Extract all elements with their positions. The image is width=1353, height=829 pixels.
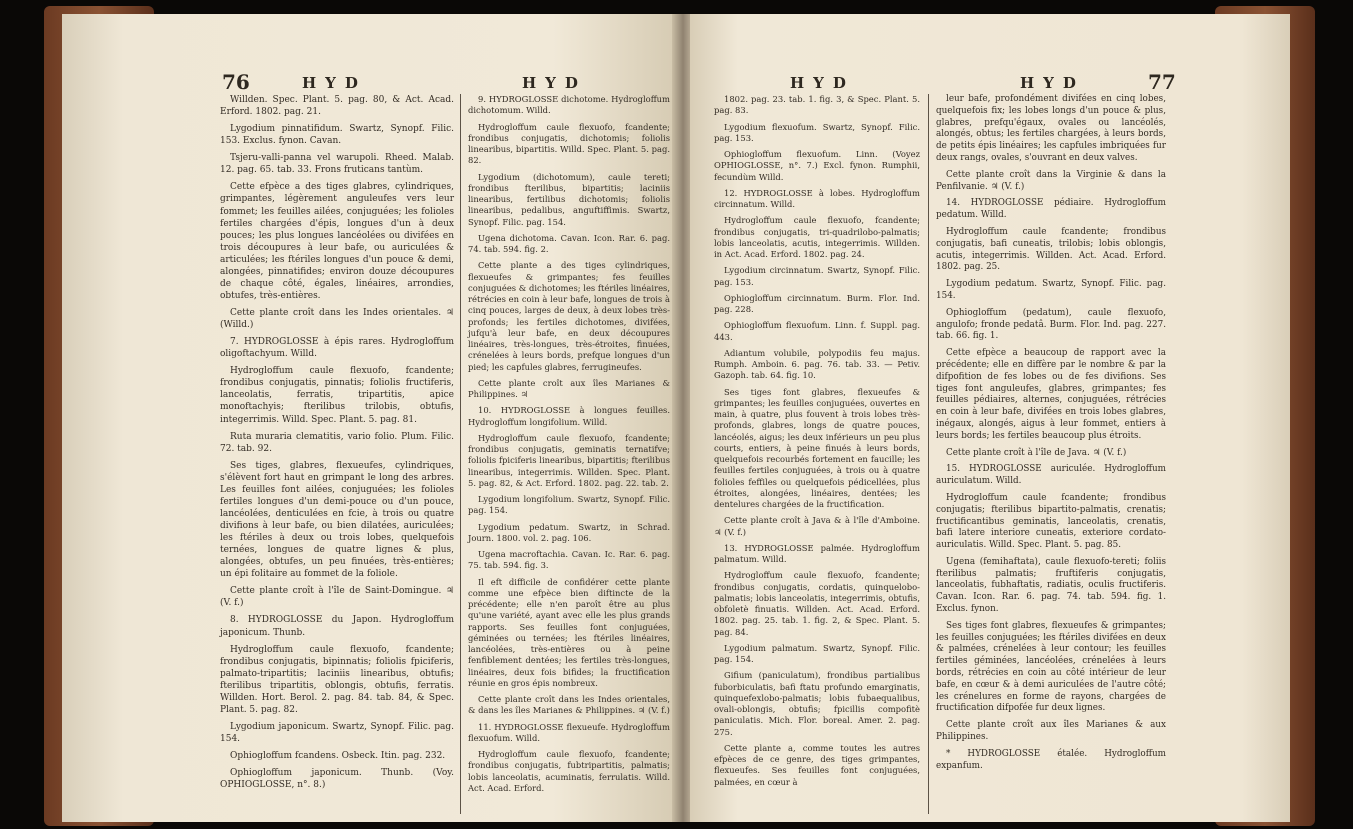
paragraph: Cette plante a, comme toutes les autres efpèces de ce genre, des tiges grimpantes, flexueufes. Ses feuilles font conjuguées, palmées, en cœur à xyxy=(714,742,920,787)
running-header-left: HYD xyxy=(790,74,855,92)
paragraph: Cette efpèce a beaucoup de rapport avec la précédente; elle en diffère par le nombre & par la difpofition de fes lobes ou de fes divifions. Ses tiges font anguleufes, glabres, grimpantes; fes feuilles pédiaires, alternes, conjuguées, rétrécies en coin à leur bafe, divifées en trois lobes glabres, inégaux, alongés, aigus à leur fommet, entiers à leurs bords; les fertiles beaucoup plus étroits. xyxy=(936,348,1166,441)
running-header-left: HYD xyxy=(302,74,367,92)
paragraph: 14. HYDROGLOSSE pédiaire. Hydrogloffum pedatum. Willd. xyxy=(936,198,1166,221)
paragraph: Hydrogloffum caule fcandente; frondibus conjugatis, bafi cuneatis, trilobis; lobis oblongis, acutis, integerrimis. Willden. Act. Acad. Erford. 1802. pag. 25. xyxy=(936,226,1166,273)
paragraph: Cette plante croît à Java & à l'île d'Amboine. ♃ (V. f.) xyxy=(714,515,920,537)
paragraph: 7. HYDROGLOSSE à épis rares. Hydrogloffum oligoftachyum. Willd. xyxy=(220,337,454,360)
paragraph: Lygodium palmatum. Swartz, Synopf. Filic. pag. 154. xyxy=(714,642,920,664)
paragraph: Hydrogloffum caule flexuofo, fcandente; frondibus conjugatis, geminatis ternatifve; foliolis fpiciferis linearibus, bipartitis; fterilibus linearibus, integerrimis. Willden. Spec. Plant. 5. pag. 82, & Act. Erford. 1802. pag. 22. tab. 2. xyxy=(468,432,670,488)
text-column xyxy=(936,94,1166,777)
column-divider xyxy=(460,94,461,814)
right-page xyxy=(690,14,1290,822)
paragraph: Lygodium japonicum. Swartz, Synopf. Filic. pag. 154. xyxy=(220,721,454,744)
paragraph: Hydrogloffum caule flexuofo, fcandente; frondibus conjugatis, cordatis, quinquelobo-palmatis; lobis lanceolatis, integerrimis, obtufis, obfoletè finuatis. Willden. Act. Acad. Erford. 1802. pag. 25. tab. 1. fig. 2, & Spec. Plant. 5. pag. 84. xyxy=(714,570,920,637)
column-divider xyxy=(928,94,929,814)
paragraph: Ophiogloffum (pedatum), caule flexuofo, angulofo; fronde pedatâ. Burm. Flor. Ind. pag. 227. tab. 66. fig. 1. xyxy=(936,307,1166,342)
paragraph: Ses tiges font glabres, flexueufes & grimpantes; les feuilles conjuguées, ouvertes en main, à quatre, plus fouvent à trois lobes très-profonds, glabres, longs de quatre pouces, lancéolés, aigus; les deux inférieurs un peu plus courts, entiers, à peine finués à leurs bords, quelquefois recourbés fortement en faucille; les feuilles fertiles conjuguées, à trois ou à quatre folioles feffiles ou quelquefois pédicellées, plus étroites, alongées, linéaires, dentées; les dentelures chargées de la fructification. xyxy=(714,386,920,509)
paragraph: Cette plante croît aux îles Marianes & Philippines. ♃ xyxy=(468,377,670,399)
paragraph: Ugena dichotoma. Cavan. Icon. Rar. 6. pag. 74. tab. 594. fig. 2. xyxy=(468,232,670,254)
paragraph: Lygodium pedatum. Swartz, Synopf. Filic. pag. 154. xyxy=(936,279,1166,301)
paragraph: Il eft difficile de confidérer cette plante comme une efpèce bien diftincte de la précédente; elle n'en paroît être au plus qu'une variété, ayant avec elle les plus grands rapports. Ses feuilles font conjuguées, géminées ou ternées; les ftériles linéaires, lancéolées, très-entières ou à peine fenfiblement dentées; les fertiles très-longues, linéaires, deux fois bifides; la fructification réunie en gros épis nombreux. xyxy=(468,576,670,688)
paragraph: Ses tiges, glabres, flexueufes, cylindriques, s'élèvent fort haut en grimpant le long des arbres. Les feuilles font ailées, conjuguées; les folioles fertiles longues d'un demi-pouce ou d'un pouce, lancéolées, denticulées en fcie, à trois ou quatre divifions à leur bafe, ou bien dilatées, auriculées; les ftériles à deux ou trois lobes, quelquefois ternées, longues de quatre lignes & plus, alongées, obtufes, un peu finuées, très-entières; un épi folitaire au fommet de la foliole. xyxy=(220,460,454,580)
paragraph: Ugena (femihaftata), caule flexuofo-tereti; foliis fterilibus palmatis; fruftiferis conjugatis, lanceolatis, fubhaftatis, radiatis, oculis fructiferis. Cavan. Icon. Rar. 6. pag. 74. tab. 594. fig. 1. Exclus. fynon. xyxy=(936,556,1166,615)
paragraph: Lygodium pedatum. Swartz, in Schrad. Journ. 1800. vol. 2. pag. 106. xyxy=(468,521,670,543)
paragraph: 11. HYDROGLOSSE flexueufe. Hydrogloffum flexuofum. Willd. xyxy=(468,721,670,743)
paragraph: Willden. Spec. Plant. 5. pag. 80, & Act. Acad. Erford. 1802. pag. 21. xyxy=(220,95,454,118)
paragraph: Cette plante croît à l'île de Java. ♃ (V. f.) xyxy=(946,447,1127,458)
paragraph: Ophiogloffum fcandens. Osbeck. Itin. pag. 232. xyxy=(230,751,446,762)
paragraph: leur bafe, profondément divifées en cinq lobes, quelquefois fix; les lobes longs d'un pouce & plus, glabres, prefqu'égaux, ovales ou lancéolés, alongés, obtus; les fertiles chargées, à leurs bords, de petits épis linéaires; les capfules imbriquées fur deux rangs, ovales, s'ouvrant en deux valves. xyxy=(936,94,1166,163)
paragraph: Ophiogloffum japonicum. Thunb. (Voy. OPHIOGLOSSE, n°. 8.) xyxy=(220,768,454,791)
paragraph: Lygodium flexuofum. Swartz, Synopf. Filic. pag. 153. xyxy=(714,121,920,143)
paragraph: Cette plante croît à l'île de Saint-Domingue. ♃ (V. f.) xyxy=(220,586,454,609)
paragraph: Lygodium pinnatifidum. Swartz, Synopf. Filic. 153. Exclus. fynon. Cavan. xyxy=(220,124,454,147)
paragraph: Hydrogloffum caule flexuofo, fcandente; frondibus conjugatis, bipinnatis; foliolis fpiciferis, palmato-tripartitis; laciniis linearibus, obtufis; fterilibus tripartitis, oblongis, obtufis, ferratis. Willden. Hort. Berol. 2. pag. 84. tab. 84, & Spec. Plant. 5. pag. 82. xyxy=(220,644,454,715)
paragraph: Hydrogloffum caule flexuofo, fcandente; frondibus conjugatis, tri-quadrilobo-palmatis; lobis lanceolatis, acutis, integerrimis. Willden. in Act. Acad. Erford. 1802. pag. 24. xyxy=(714,215,920,259)
paragraph: Ruta muraria clematitis, vario folio. Plum. Filic. 72. tab. 92. xyxy=(220,431,454,454)
text-column xyxy=(714,94,920,793)
paragraph: Hydrogloffum caule flexuofo, fcandente; frondibus conjugatis, fubtripartitis, palmatis; lobis lanceolatis, acuminatis, ferrulatis. Willd. Act. Acad. Erford. xyxy=(468,749,670,793)
paragraph: Cette plante croît aux îles Marianes & aux Philippines. xyxy=(936,720,1166,743)
paragraph: Ophiogloffum circinnatum. Burm. Flor. Ind. pag. 228. xyxy=(714,292,920,314)
page-number: 76 xyxy=(222,70,250,94)
paragraph: Lygodium longifolium. Swartz, Synopf. Filic. pag. 154. xyxy=(468,494,670,516)
running-header-right: HYD xyxy=(1020,74,1085,92)
paragraph: Hydrogloffum caule flexuofo, fcandente; frondibus conjugatis, dichotomis; foliolis linearibus, bipartitis. Willd. Spec. Plant. 5. pag. 82. xyxy=(468,121,670,166)
paragraph: Cette plante croît dans les Indes orientales. ♃ (Willd.) xyxy=(220,308,454,331)
paragraph: 13. HYDROGLOSSE palmée. Hydrogloffum palmatum. Willd. xyxy=(714,542,920,564)
paragraph: Tsjeru-valli-panna vel warupoli. Rheed. Malab. 12. pag. 65. tab. 33. Frons fruticans tantùm. xyxy=(220,153,454,176)
paragraph: Lygodium (dichotomum), caule tereti; frondibus fterilibus, bipartitis; laciniis linearibus, fertilibus dichotomis; foliolis linearibus, pedalibus, anguftiffimis. Swartz, Synopf. Filic. pag. 154. xyxy=(468,171,670,227)
paragraph: Ses tiges font glabres, flexueufes & grimpantes; les feuilles conjuguées; les ftériles divifées en deux & palmées, crénelées à leur contour; les feuilles fertiles géminées, lancéolées, crénelées à leurs bords, rétrécies en coin au côté intérieur de leur bafe, en cœur & à demi auriculées de l'autre côté; les crénelures en forme de rayons, chargées de fructification difpofée fur deux lignes. xyxy=(936,620,1166,714)
paragraph: Hydrogloffum caule flexuofo, fcandente; frondibus conjugatis, pinnatis; foliolis fructiferis, lanceolatis, ferratis, tripartitis, apice monoftachyis; fterilibus trilobis, obtufis, integerrimis. Willd. Spec. Plant. 5. pag. 81. xyxy=(220,366,454,425)
paragraph: Cette efpèce a des tiges glabres, cylindriques, grimpantes, légèrement anguleufes vers leur fommet; les feuilles ailées, conjuguées; les folioles fertiles chargées d'épis, longues d'un à deux pouces; les plus longues lancéolées ou divifées en trois découpures à leur bafe, ou auriculées & articulées; les ftériles longues d'un pouce & demi, alongées, pinnatifides; environ douze découpures de chaque côté, égales, linéaires, arrondies, obtufes, très-entières. xyxy=(220,182,454,301)
paragraph: Ophiogloffum flexuofum. Linn. f. Suppl. pag. 443. xyxy=(714,320,920,342)
paragraph: Cette plante croît dans les Indes orientales, & dans les îles Marianes & Philippines. ♃ (V. f.) xyxy=(468,694,670,716)
paragraph: 1802. pag. 23. tab. 1. fig. 3, & Spec. Plant. 5. pag. 83. xyxy=(714,94,920,116)
running-header-right: HYD xyxy=(522,74,587,92)
text-column xyxy=(468,94,670,799)
paragraph: 8. HYDROGLOSSE du Japon. Hydrogloffum japonicum. Thunb. xyxy=(220,615,454,638)
paragraph: Cette plante a des tiges cylindriques, flexueufes & grimpantes; fes feuilles conjuguées & dichotomes; les ftériles linéaires, rétrécies en coin à leur bafe, longues de trois à cinq pouces, larges de deux, à deux lobes très-profonds; les fertiles dichotomes, divifées, jufqu'à leur bafe, en deux découpures linéaires, très-longues, très-étroites, finuées, crénelées à leurs bords, prefque longues d'un pied; les capfules glabres, ferrugineufes. xyxy=(468,260,670,372)
paragraph: 10. HYDROGLOSSE à longues feuilles. Hydrogloffum longifolium. Willd. xyxy=(468,405,670,427)
paragraph: Ugena macroftachia. Cavan. Ic. Rar. 6. pag. 75. tab. 594. fig. 3. xyxy=(468,549,670,571)
text-column xyxy=(220,94,454,796)
left-page xyxy=(62,14,676,822)
paragraph: 15. HYDROGLOSSE auriculée. Hydrogloffum auriculatum. Willd. xyxy=(936,464,1166,487)
page-number: 77 xyxy=(1148,70,1176,94)
paragraph: Hydrogloffum caule fcandente; frondibus conjugatis; fterilibus bipartito-palmatis, crenatis; fructificantibus geminatis, lanceolatis, crenatis, bafi latere interiore cuneatis, exteriore cordato-auriculatis. Willd. Spec. Plant. 5. pag. 85. xyxy=(936,492,1166,551)
paragraph: Cette plante croît dans la Virginie & dans la Penfilvanie. ♃ (V. f.) xyxy=(936,169,1166,192)
paragraph: Adiantum volubile, polypodiis feu majus. Rumph. Amboin. 6. pag. 76. tab. 33. — Petiv. Gazoph. tab. 64. fig. 10. xyxy=(714,347,920,381)
paragraph: * HYDROGLOSSE étalée. Hydrogloffum expanfum. xyxy=(936,748,1166,771)
paragraph: Lygodium circinnatum. Swartz, Synopf. Filic. pag. 153. xyxy=(714,265,920,287)
paragraph: 9. HYDROGLOSSE dichotome. Hydrogloffum dichotomum. Willd. xyxy=(468,94,670,116)
paragraph: Gifium (paniculatum), frondibus partialibus fuborbiculatis, bafi ftatu profundo emarginatis, quinquefexlobo-palmatis; lobis fubaequalibus, ovali-oblongis, obtufis; fpicillis compofitè paniculatis. Mich. Flor. boreal. Amer. 2. pag. 275. xyxy=(714,670,920,737)
paragraph: 12. HYDROGLOSSE à lobes. Hydrogloffum circinnatum. Willd. xyxy=(714,187,920,209)
paragraph: Ophiogloffum flexuofum. Linn. (Voyez OPHIOGLOSSE, n°. 7.) Excl. fynon. Rumphii, fecundùm Willd. xyxy=(714,149,920,182)
